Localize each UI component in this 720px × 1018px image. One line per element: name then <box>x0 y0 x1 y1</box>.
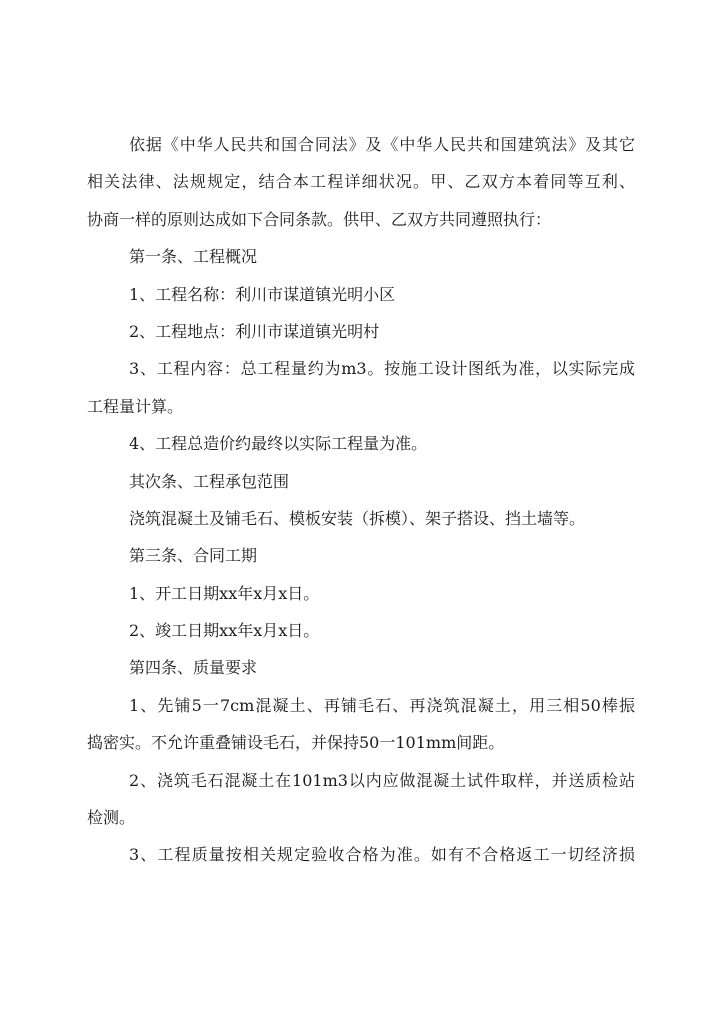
paragraph-intro-line-2: 相关法律、法规规定，结合本工程详细状况。甲、乙双方本着同等互利、 <box>87 172 635 192</box>
paragraph-intro-line-3: 协商一样的原则达成如下合同条款。供甲、乙双方共同遵照执行： <box>87 209 552 229</box>
quality-item-1-line-1: 1、先铺5一7cm混凝土、再铺毛石、再浇筑混凝土，用三相50棒振 <box>129 695 635 715</box>
project-content-line-1: 3、工程内容：总工程量约为m3。按施工设计图纸为准，以实际完成 <box>129 359 635 379</box>
article-1-heading: 第一条、工程概况 <box>129 247 258 267</box>
project-total-cost: 4、工程总造价约最终以实际工程量为准。 <box>129 434 428 454</box>
project-content-line-2: 工程量计算。 <box>87 396 184 416</box>
completion-date: 2、竣工日期xx年x月x日。 <box>129 621 320 641</box>
article-4-heading: 第四条、质量要求 <box>129 658 258 678</box>
project-location: 2、工程地点：利川市谋道镇光明村 <box>129 321 380 341</box>
start-date: 1、开工日期xx年x月x日。 <box>129 583 320 603</box>
contract-body <box>87 126 635 874</box>
quality-item-2-line-2: 检测。 <box>87 808 136 828</box>
article-2-heading: 其次条、工程承包范围 <box>129 471 290 491</box>
project-name: 1、工程名称：利川市谋道镇光明小区 <box>129 284 396 304</box>
article-3-heading: 第三条、合同工期 <box>129 546 258 566</box>
quality-item-3-line-1: 3、工程质量按相关规定验收合格为准。如有不合格返工一切经济损 <box>129 845 635 865</box>
quality-item-1-line-2: 捣密实。不允许重叠铺设毛石，并保持50一101mm间距。 <box>87 733 505 753</box>
contract-scope: 浇筑混凝土及铺毛石、模板安装（拆模）、架子搭设、挡土墙等。 <box>129 508 586 528</box>
paragraph-intro-line-1: 依据《中华人民共和国合同法》及《中华人民共和国建筑法》及其它 <box>129 135 635 154</box>
quality-item-2-line-1: 2、浇筑毛石混凝土在101m3以内应做混凝土试件取样，并送质检站 <box>129 770 635 790</box>
